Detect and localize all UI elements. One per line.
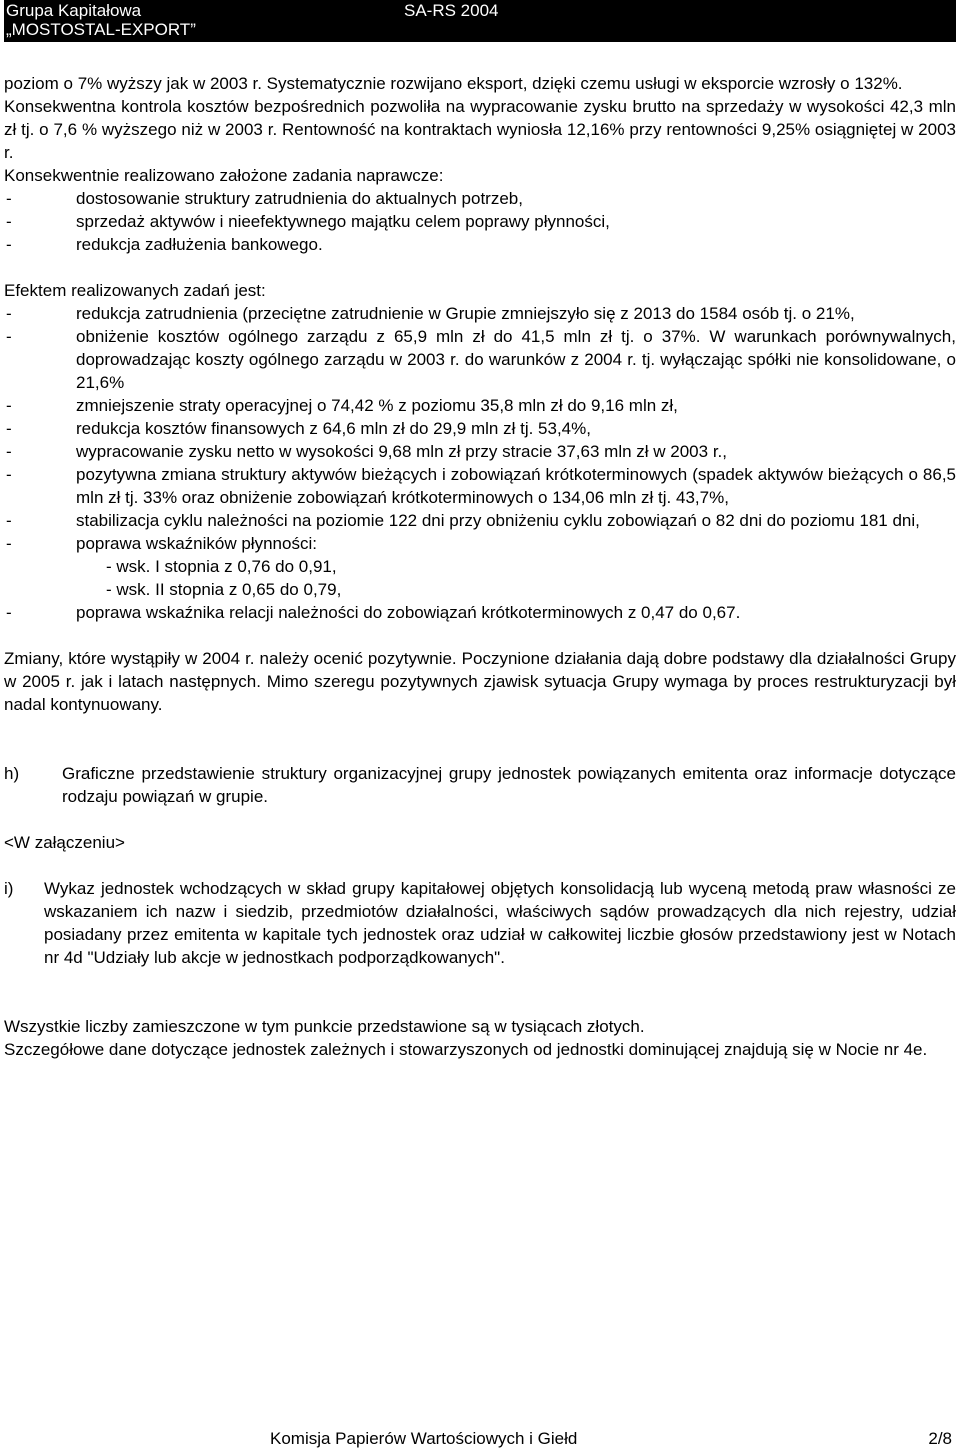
list-item-text: stabilizacja cyklu należności na poziomie 122 dni przy obniżeniu cyklu zobowiązań o 82 dni do poziomu 181 dni, — [76, 511, 920, 530]
attachment-note: <W załączeniu> — [4, 833, 125, 852]
list-item — [4, 394, 956, 417]
list-item — [4, 601, 956, 624]
liquidity-ratio-2: - wsk. II stopnia z 0,65 do 0,79, — [106, 580, 342, 599]
list-dash: - — [6, 419, 12, 438]
section-h — [4, 762, 956, 808]
list-item — [4, 532, 956, 555]
section-h-text: Graficzne przedstawienie struktury organizacyjnej grupy jednostek powiązanych emitenta oraz informacje dotyczące rodzaju powiązań w grupie. — [62, 764, 956, 806]
list-item-text: pozytywna zmiana struktury aktywów bieżących i zobowiązań krótkoterminowych (spadek aktywów bieżących o 86,5 mln zł tj. 33% oraz obniżenie zobowiązań krótkoterminowych o 134,06 mln zł tj. 43,7%, — [76, 465, 956, 507]
summary-paragraph: Zmiany, które wystąpiły w 2004 r. należy ocenić pozytywnie. Poczynione działania dają dobre podstawy dla działalności Grupy w 2005 r. jak i latach następnych. Mimo szeregu pozytywnych zjawisk sytuacja Grupy wymaga by proces restrukturyzacji był nadal kontynuowany. — [4, 649, 956, 714]
list-dash: - — [6, 304, 12, 323]
intro-paragraph-3: Konsekwentnie realizowano założone zadania naprawcze: — [4, 166, 444, 185]
list-dash: - — [6, 396, 12, 415]
list-dash: - — [6, 235, 12, 254]
list-item — [4, 509, 956, 532]
list-item — [4, 302, 956, 325]
document-body — [4, 72, 956, 1061]
section-h-label: h) — [4, 764, 20, 783]
list-item-text: poprawa wskaźnika relacji należności do zobowiązań krótkoterminowych z 0,47 do 0,67. — [76, 603, 741, 622]
list-item-text: dostosowanie struktury zatrudnienia do aktualnych potrzeb, — [76, 189, 523, 208]
closing-paragraph-2: Szczegółowe dane dotyczące jednostek zależnych i stowarzyszonych od jednostki dominującej znajdują się w Nocie nr 4e. — [4, 1040, 928, 1059]
list-item-text: obniżenie kosztów ogólnego zarządu z 65,9 mln zł do 41,5 mln zł tj. o 37%. W warunkach porównywalnych, doprowadzając koszty ogólnego zarządu w 2003 r. do warunków z 2004 r. tj. wyłączając spółki nie konsolidowane, o 21,6% — [76, 327, 956, 392]
page-number: 2/8 — [928, 1429, 952, 1448]
liquidity-ratio-1: - wsk. I stopnia z 0,76 do 0,91, — [106, 557, 337, 576]
list-item — [4, 233, 956, 256]
intro-paragraph-2: Konsekwentna kontrola kosztów bezpośrednich pozwoliła na wypracowanie zysku brutto na sprzedaży w wysokości 42,3 mln zł tj. o 7,6 % wyższego niż w 2003 r. Rentowność na kontraktach wyniosła 12,16% przy rentowności 9,25% osiągniętej w 2003 r. — [4, 97, 956, 162]
list-dash: - — [6, 327, 12, 346]
section-i-text: Wykaz jednostek wchodzących w skład grupy kapitałowej objętych konsolidacją lub wyceną metodą praw własności ze wskazaniem ich nazw i siedzib, przedmiotów działalności, właściwych sądów prowadzących dla nich rejestry, udział posiadany przez emitenta w kapitale tych jednostek oraz udział w całkowitej liczbie głosów przedstawiony jest w Notach nr 4d "Udziały lub akcje w jednostkach podporządkowanych". — [44, 879, 956, 967]
list-item-text: redukcja zatrudnienia (przeciętne zatrudnienie w Grupie zmniejszyło się z 2013 do 1584 osób tj. o 21%, — [76, 304, 855, 323]
list-item-text: wypracowanie zysku netto w wysokości 9,68 mln zł przy stracie 37,63 mln zł w 2003 r., — [76, 442, 727, 461]
page-header — [4, 0, 956, 42]
list-item — [4, 325, 956, 394]
section-i — [4, 877, 956, 969]
section-i-label: i) — [4, 879, 14, 898]
company-name-line1: Grupa Kapitałowa — [6, 1, 142, 20]
closing-paragraph-1: Wszystkie liczby zamieszczone w tym punkcie przedstawione są w tysiącach złotych. — [4, 1017, 645, 1036]
list-dash: - — [6, 212, 12, 231]
intro-paragraph-1: poziom o 7% wyższy jak w 2003 r. Systematycznie rozwijano eksport, dzięki czemu usługi w eksporcie wzrosły o 132%. — [4, 74, 903, 93]
list-item-text: redukcja kosztów finansowych z 64,6 mln zł do 29,9 mln zł tj. 53,4%, — [76, 419, 591, 438]
effects-heading: Efektem realizowanych zadań jest: — [4, 281, 266, 300]
list-dash: - — [6, 534, 12, 553]
list-item-text: zmniejszenie straty operacyjnej o 74,42 % z poziomu 35,8 mln zł do 9,16 mln zł, — [76, 396, 678, 415]
list-item — [4, 210, 956, 233]
list-item — [4, 463, 956, 509]
list-dash: - — [6, 442, 12, 461]
list-item — [4, 440, 956, 463]
company-name-line2: „MOSTOSTAL-EXPORT” — [6, 20, 196, 39]
list-item-text: poprawa wskaźników płynności: — [76, 534, 317, 553]
list-item-text: redukcja zadłużenia bankowego. — [76, 235, 323, 254]
list-dash: - — [6, 465, 12, 484]
report-code: SA-RS 2004 — [404, 1, 499, 20]
list-dash: - — [6, 603, 12, 622]
list-dash: - — [6, 511, 12, 530]
list-item — [4, 417, 956, 440]
list-dash: - — [6, 189, 12, 208]
list-item-text: sprzedaż aktywów i nieefektywnego majątku celem poprawy płynności, — [76, 212, 610, 231]
list-item — [4, 187, 956, 210]
footer-source: Komisja Papierów Wartościowych i Giełd — [270, 1429, 578, 1448]
